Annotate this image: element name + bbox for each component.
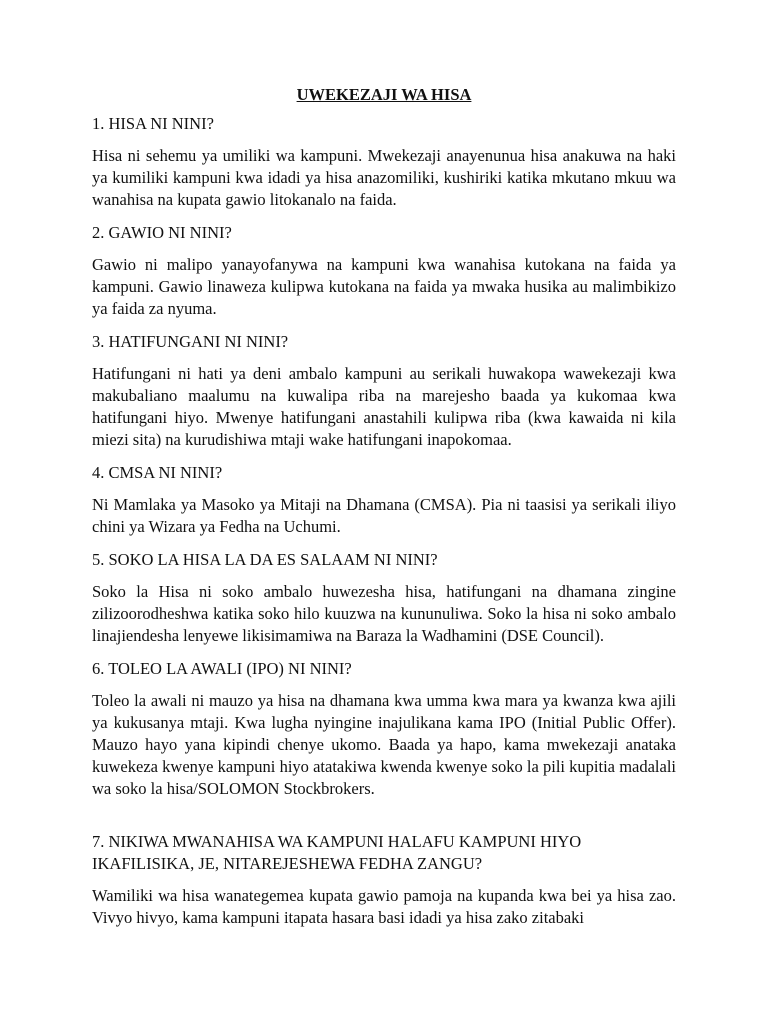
answer-paragraph-7: Wamiliki wa hisa wanategemea kupata gawio pamoja na kupanda kwa bei ya hisa zao. Vivyo hivyo, kama kampuni itapata hasara basi idadi ya hisa zako zitabaki xyxy=(92,886,676,927)
question-heading-1: 1. HISA NI NINI? xyxy=(92,114,214,133)
answer-paragraph-5: Soko la Hisa ni soko ambalo huwezesha hisa, hatifungani na dhamana zingine zilizoorodheshwa katika soko hilo kuuzwa na kununuliwa. Soko la hisa ni soko ambalo linajiendesha lenyewe likisimamiwa na Baraza la Wadhamini (DSE Council). xyxy=(92,582,676,645)
document-title: UWEKEZAJI WA HISA xyxy=(296,85,472,104)
question-heading-4: 4. CMSA NI NINI? xyxy=(92,463,223,482)
answer-paragraph-1: Hisa ni sehemu ya umiliki wa kampuni. Mwekezaji anayenunua hisa anakuwa na haki ya kumiliki kampuni kwa idadi ya hisa anazomiliki, kushiriki katika mkutano mkuu wa wanahisa na kupata gawio litokanalo na faida. xyxy=(92,146,676,209)
answer-paragraph-2: Gawio ni malipo yanayofanywa na kampuni kwa wanahisa kutokana na faida ya kampuni. Gawio linaweza kulipwa kutokana na faida ya mwaka husika au malimbikizo ya faida za nyuma. xyxy=(92,255,676,318)
section-spacer xyxy=(92,811,676,831)
question-heading-2: 2. GAWIO NI NINI? xyxy=(92,223,232,242)
question-heading-3: 3. HATIFUNGANI NI NINI? xyxy=(92,332,289,351)
question-heading-6: 6. TOLEO LA AWALI (IPO) NI NINI? xyxy=(92,659,352,678)
answer-paragraph-4: Ni Mamlaka ya Masoko ya Mitaji na Dhamana (CMSA). Pia ni taasisi ya serikali iliyo chini ya Wizara ya Fedha na Uchumi. xyxy=(92,495,676,536)
question-heading-7: 7. NIKIWA MWANAHISA WA KAMPUNI HALAFU KAMPUNI HIYO IKAFILISIKA, JE, NITAREJESHEWA FEDHA ZANGU? xyxy=(92,832,582,873)
answer-paragraph-6: Toleo la awali ni mauzo ya hisa na dhamana kwa umma kwa mara ya kwanza kwa ajili ya kukusanya mtaji. Kwa lugha nyingine inajulikana kama IPO (Initial Public Offer). Mauzo hayo yana kipindi chenye ukomo. Baada ya hapo, kama mwekezaji anataka kuwekeza kwenye kampuni hiyo atatakiwa kwenda kwenye soko la pili kupitia madalali wa soko la hisa/SOLOMON Stockbrokers. xyxy=(92,691,676,798)
answer-paragraph-3: Hatifungani ni hati ya deni ambalo kampuni au serikali huwakopa wawekezaji kwa makubaliano maalumu na kuwalipa riba na marejesho baada ya kukomaa kwa hatifungani hiyo. Mwenye hatifungani anastahili kulipwa riba (kwa kawaida ni kila miezi sita) na kurudishiwa mtaji wake hatifungani inapokomaa. xyxy=(92,364,676,449)
question-heading-5: 5. SOKO LA HISA LA DA ES SALAAM NI NINI? xyxy=(92,550,438,569)
